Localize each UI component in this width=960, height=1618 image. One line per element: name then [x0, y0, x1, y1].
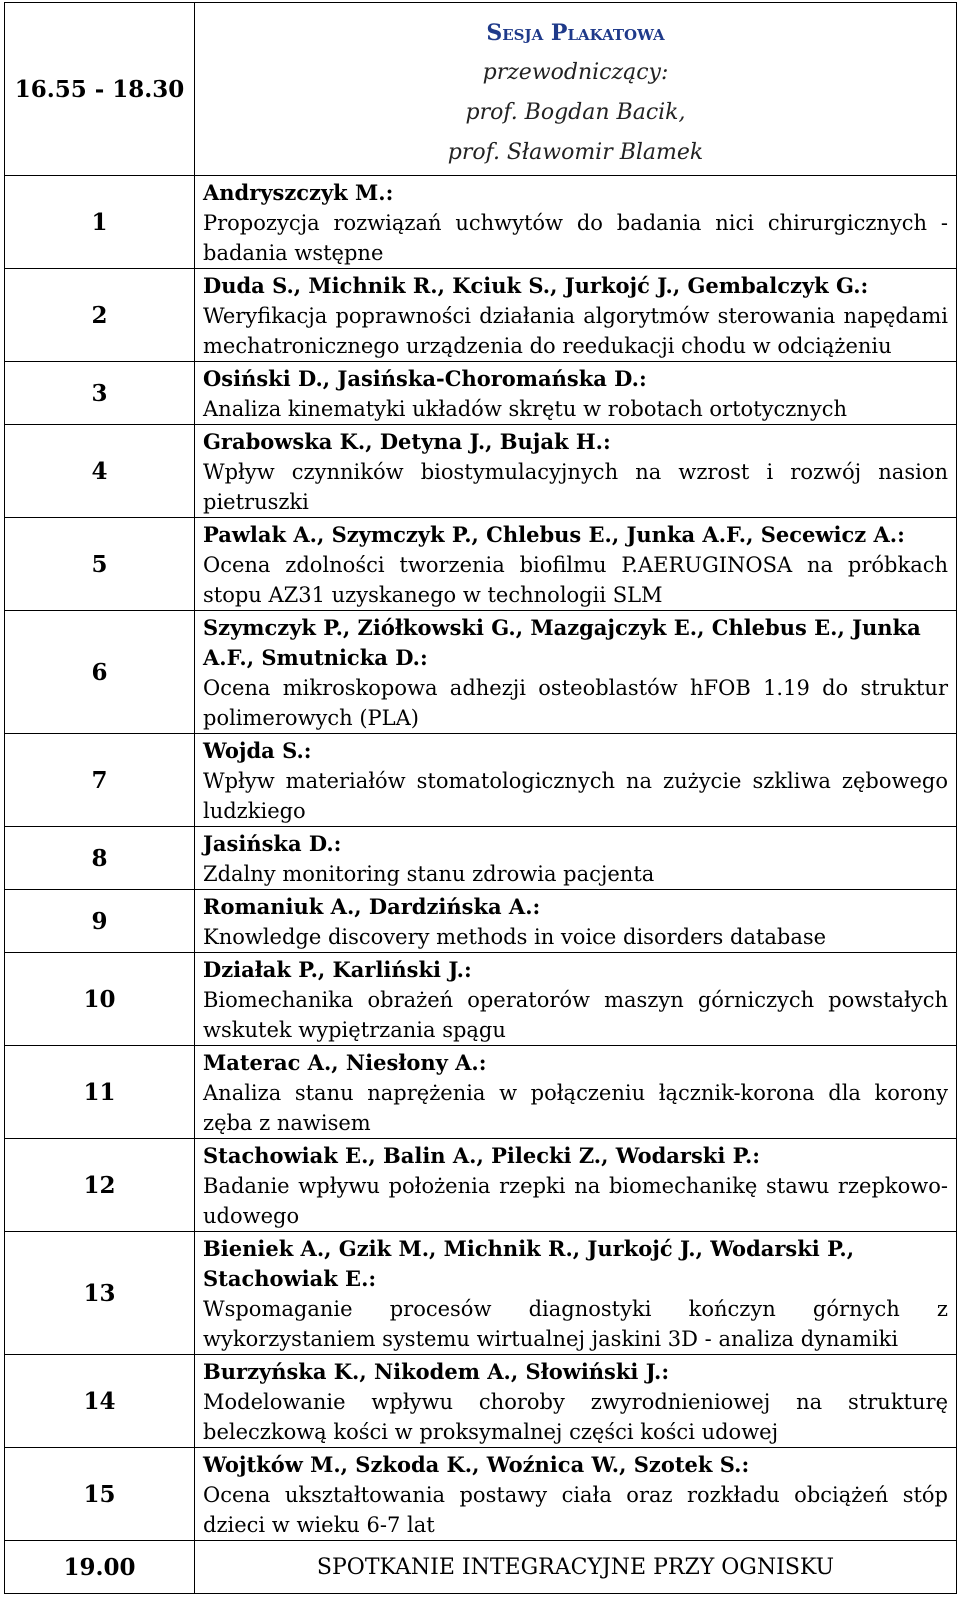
- footer-event: SPOTKANIE INTEGRACYJNE PRZY OGNISKU: [195, 1541, 957, 1594]
- poster-number: 2: [5, 269, 195, 362]
- poster-row: [5, 827, 957, 890]
- session-header-row: [5, 3, 957, 176]
- poster-number: 11: [5, 1046, 195, 1139]
- poster-content: [195, 890, 957, 953]
- poster-row: [5, 1448, 957, 1541]
- poster-content: [195, 269, 957, 362]
- poster-content: [195, 1046, 957, 1139]
- poster-content: [195, 953, 957, 1046]
- poster-title: Modelowanie wpływu choroby zwyrodnieniowej na strukturę beleczkową kości w proksymalnej części kości udowej: [203, 1390, 948, 1444]
- poster-session-table: [4, 2, 957, 1594]
- poster-row: [5, 1355, 957, 1448]
- poster-number: 6: [5, 611, 195, 734]
- poster-authors: Wojtków M., Szkoda K., Woźnica W., Szotek S.:: [203, 1452, 750, 1477]
- poster-authors: Jasińska D.:: [203, 831, 342, 856]
- poster-title: Zdalny monitoring stanu zdrowia pacjenta: [203, 862, 655, 886]
- poster-row: [5, 425, 957, 518]
- poster-content: [195, 1139, 957, 1232]
- poster-content: [195, 1448, 957, 1541]
- poster-number: 15: [5, 1448, 195, 1541]
- poster-content: [195, 611, 957, 734]
- poster-title: Analiza stanu naprężenia w połączeniu łącznik-korona dla korony zęba z nawisem: [203, 1081, 948, 1135]
- poster-content: [195, 425, 957, 518]
- poster-title: Weryfikacja poprawności działania algorytmów sterowania napędami mechatronicznego urządzenia do reedukacji chodu w odciążeniu: [203, 304, 948, 358]
- poster-number: 9: [5, 890, 195, 953]
- poster-title: Wpływ materiałów stomatologicznych na zużycie szkliwa zębowego ludzkiego: [203, 769, 948, 823]
- poster-number: 13: [5, 1232, 195, 1355]
- poster-authors: Szymczyk P., Ziółkowski G., Mazgajczyk E., Chlebus E., Junka A.F., Smutnicka D.:: [203, 615, 921, 670]
- poster-title: Biomechanika obrażeń operatorów maszyn górniczych powstałych wskutek wypiętrzania spągu: [203, 988, 948, 1042]
- poster-content: [195, 362, 957, 425]
- poster-title: Ocena zdolności tworzenia biofilmu P.AERUGINOSA na próbkach stopu AZ31 uzyskanego w technologii SLM: [203, 553, 948, 607]
- footer-time: 19.00: [5, 1541, 195, 1594]
- poster-content: [195, 734, 957, 827]
- session-title: Sesja Plakatowa: [486, 20, 665, 46]
- poster-title: Wpływ czynników biostymulacyjnych na wzrost i rozwój nasion pietruszki: [203, 460, 948, 514]
- poster-content: [195, 1232, 957, 1355]
- chair-name: prof. Bogdan Bacik,: [465, 100, 686, 125]
- poster-number: 12: [5, 1139, 195, 1232]
- poster-row: [5, 953, 957, 1046]
- poster-title: Ocena mikroskopowa adhezji osteoblastów hFOB 1.19 do struktur polimerowych (PLA): [203, 676, 948, 730]
- poster-authors: Materac A., Niesłony A.:: [203, 1050, 487, 1075]
- poster-authors: Andryszczyk M.:: [203, 180, 394, 205]
- poster-number: 14: [5, 1355, 195, 1448]
- poster-number: 5: [5, 518, 195, 611]
- poster-content: [195, 518, 957, 611]
- poster-authors: Duda S., Michnik R., Kciuk S., Jurkojć J., Gembalczyk G.:: [203, 273, 869, 298]
- poster-row: [5, 176, 957, 269]
- poster-row: [5, 518, 957, 611]
- session-time: 16.55 - 18.30: [5, 3, 195, 176]
- poster-row: [5, 611, 957, 734]
- poster-number: 10: [5, 953, 195, 1046]
- poster-authors: Działak P., Karliński J.:: [203, 957, 472, 982]
- footer-row: [5, 1541, 957, 1594]
- chair-name: prof. Sławomir Blamek: [447, 140, 704, 165]
- poster-number: 3: [5, 362, 195, 425]
- poster-title: Ocena ukształtowania postawy ciała oraz rozkładu obciążeń stóp dzieci w wieku 6-7 lat: [203, 1483, 948, 1537]
- poster-content: [195, 827, 957, 890]
- poster-number: 7: [5, 734, 195, 827]
- poster-authors: Grabowska K., Detyna J., Bujak H.:: [203, 429, 611, 454]
- poster-row: [5, 1139, 957, 1232]
- poster-title: Knowledge discovery methods in voice disorders database: [203, 925, 827, 949]
- poster-row: [5, 362, 957, 425]
- session-header-cell: [195, 3, 957, 176]
- chair-label: przewodniczący:: [482, 60, 669, 85]
- poster-row: [5, 1232, 957, 1355]
- poster-content: [195, 176, 957, 269]
- poster-title: Analiza kinematyki układów skrętu w robotach ortotycznych: [203, 397, 847, 421]
- poster-row: [5, 1046, 957, 1139]
- poster-number: 4: [5, 425, 195, 518]
- poster-number: 1: [5, 176, 195, 269]
- poster-row: [5, 890, 957, 953]
- poster-authors: Bieniek A., Gzik M., Michnik R., Jurkojć J., Wodarski P., Stachowiak E.:: [203, 1236, 855, 1291]
- poster-authors: Wojda S.:: [203, 738, 312, 763]
- poster-authors: Pawlak A., Szymczyk P., Chlebus E., Junka A.F., Secewicz A.:: [203, 522, 905, 547]
- poster-authors: Burzyńska K., Nikodem A., Słowiński J.:: [203, 1359, 670, 1384]
- poster-title: Badanie wpływu położenia rzepki na biomechanikę stawu rzepkowo-udowego: [203, 1174, 948, 1228]
- poster-content: [195, 1355, 957, 1448]
- poster-number: 8: [5, 827, 195, 890]
- poster-authors: Osiński D., Jasińska-Choromańska D.:: [203, 366, 647, 391]
- poster-row: [5, 269, 957, 362]
- poster-authors: Stachowiak E., Balin A., Pilecki Z., Wodarski P.:: [203, 1143, 761, 1168]
- poster-authors: Romaniuk A., Dardzińska A.:: [203, 894, 541, 919]
- poster-title: Propozycja rozwiązań uchwytów do badania nici chirurgicznych - badania wstępne: [203, 211, 948, 265]
- poster-title: Wspomaganie procesów diagnostyki kończyn górnych z wykorzystaniem systemu wirtualnej jaskini 3D - analiza dynamiki: [203, 1297, 948, 1351]
- poster-row: [5, 734, 957, 827]
